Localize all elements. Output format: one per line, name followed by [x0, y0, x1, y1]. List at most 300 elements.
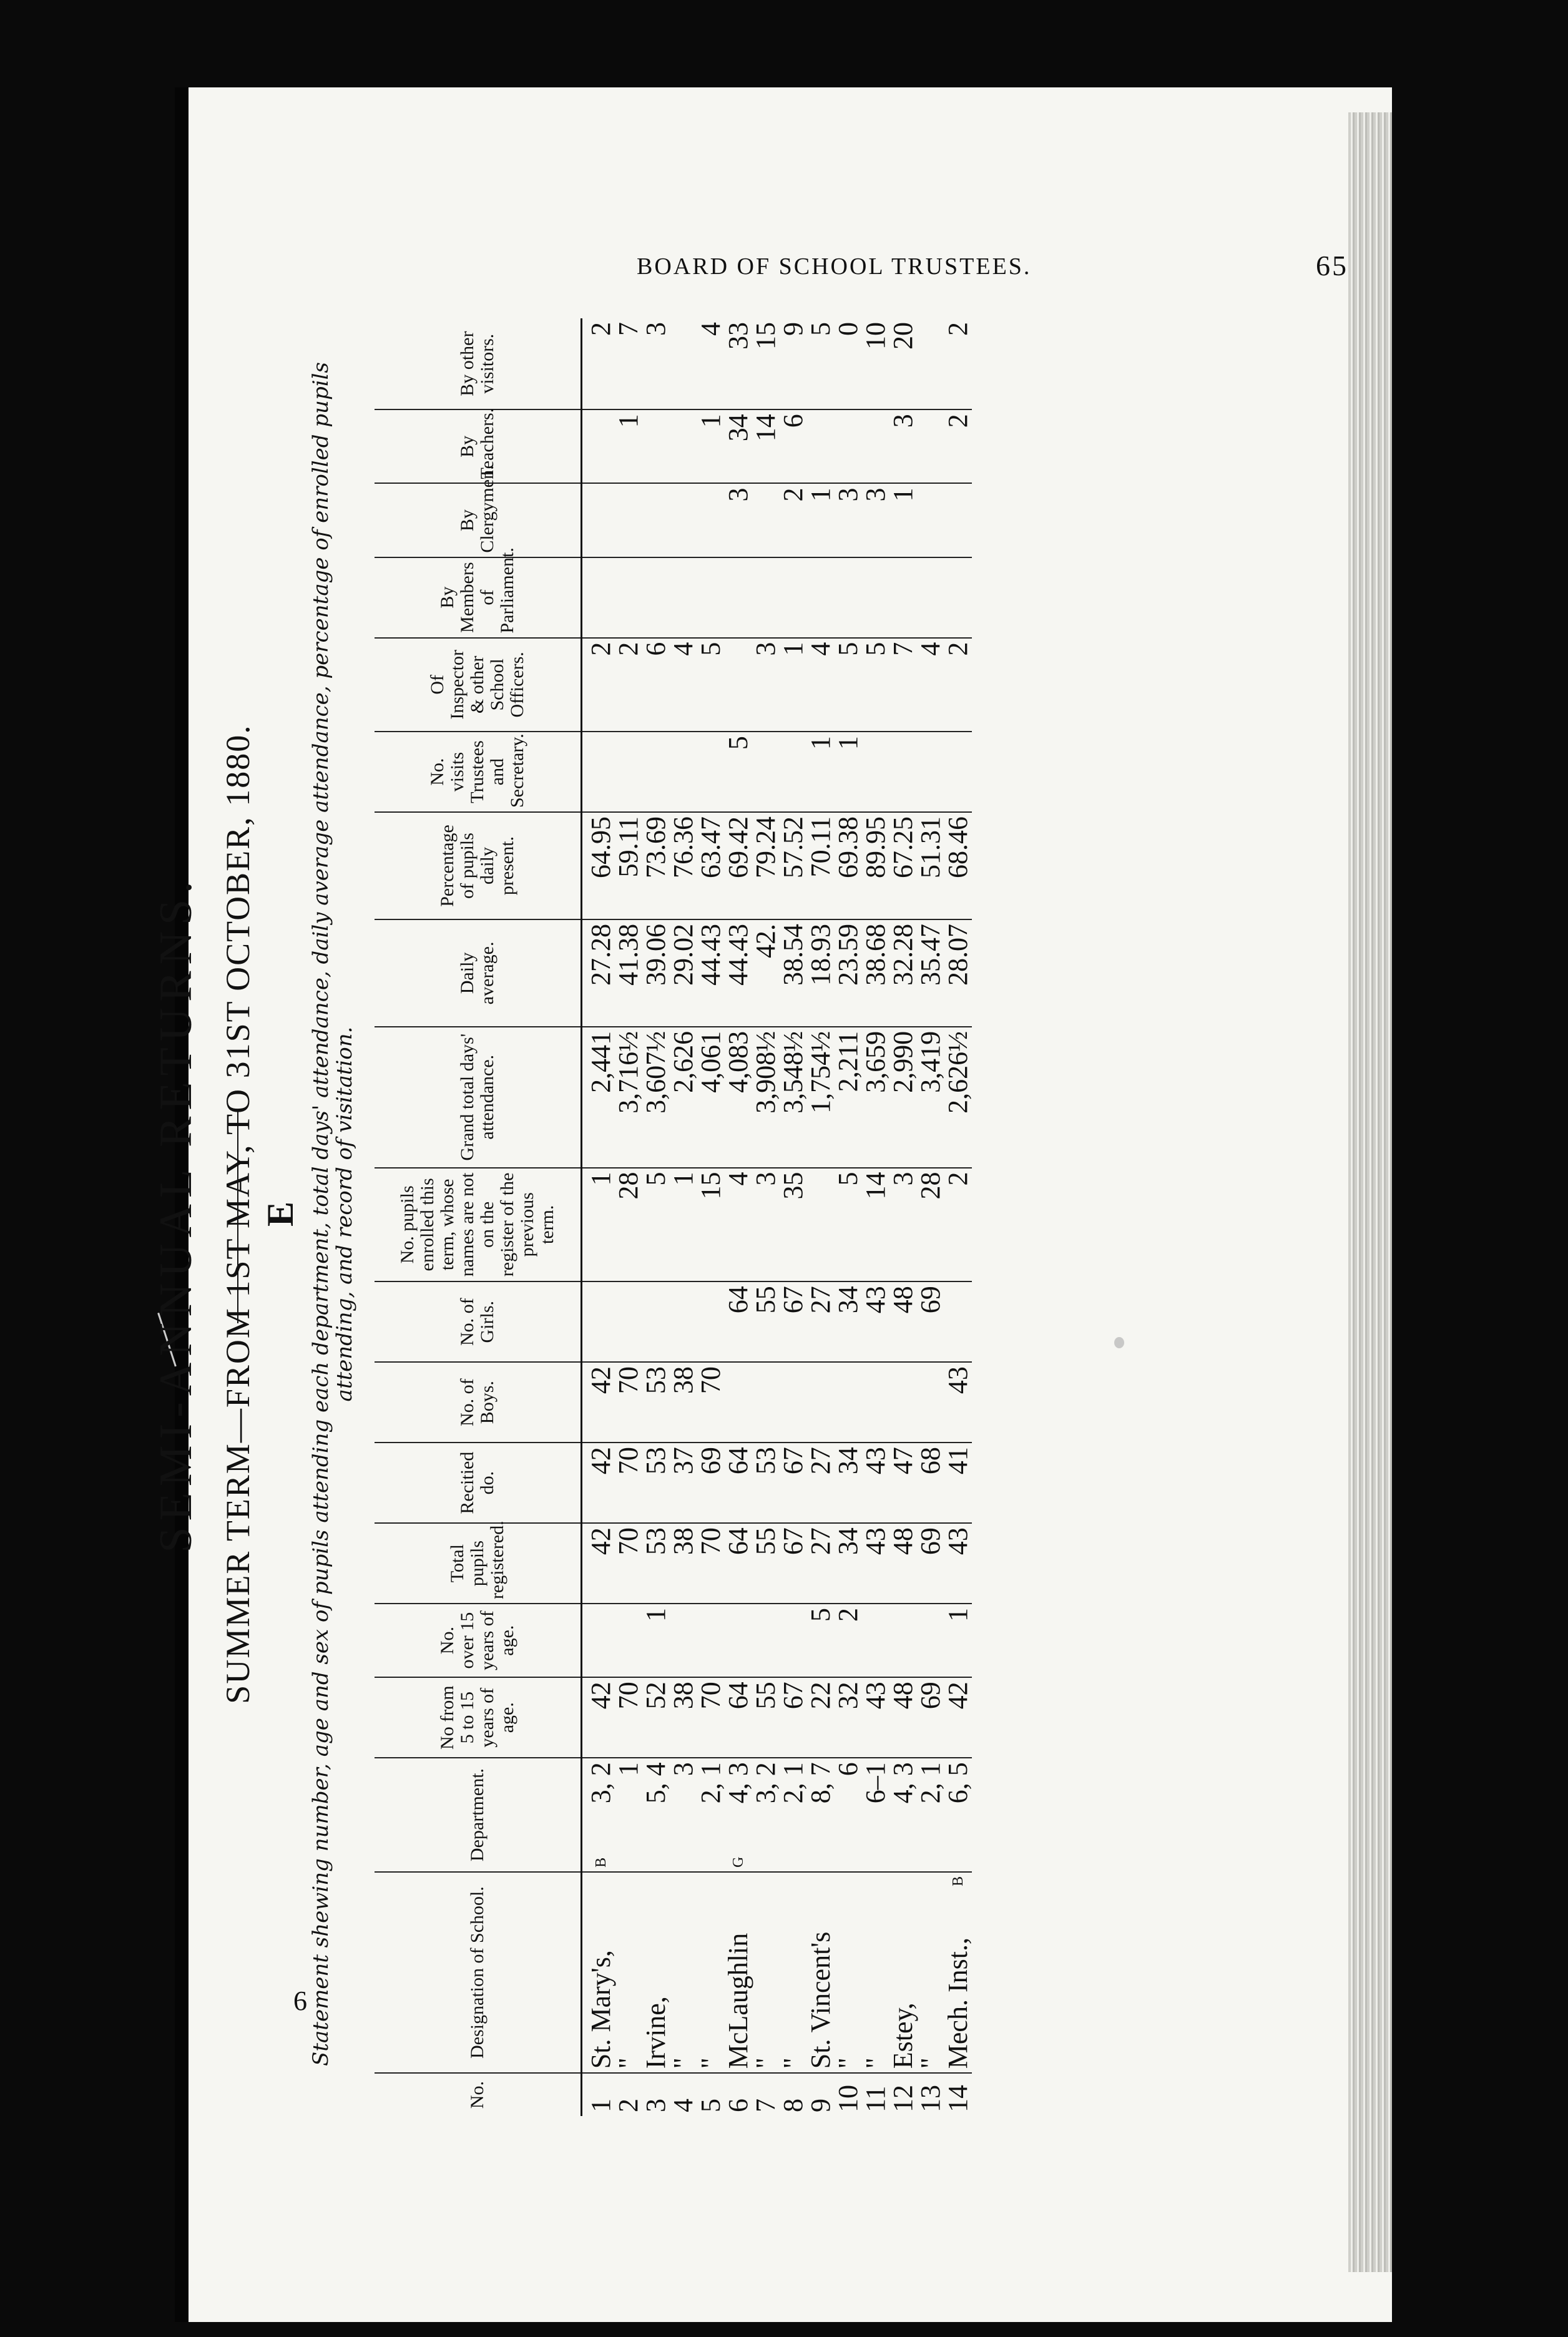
cell-dept [835, 1758, 862, 1872]
cell-value: 53 [640, 1527, 671, 1556]
cell-value: 44.43 [723, 923, 753, 986]
cell-pct [917, 812, 944, 919]
cell-teachers [615, 409, 642, 483]
cell-days [835, 1027, 862, 1168]
cell-value: 6 [723, 2099, 753, 2112]
cell-new [944, 1168, 972, 1282]
table-row [807, 318, 835, 2116]
cell-value: 0 [833, 322, 863, 336]
cell-over-15 [862, 1604, 889, 1677]
cell-no [944, 2073, 972, 2116]
cell-total [670, 1523, 697, 1604]
cell-value: 5 [860, 642, 891, 656]
cell-value: 13 [915, 2085, 946, 2112]
cell-value: 3,716½ [613, 1031, 644, 1114]
cell-others [889, 318, 917, 409]
cell-value: 2,990 [888, 1031, 918, 1093]
cell-value: 27.28 [586, 923, 616, 986]
cell-new [835, 1168, 862, 1282]
cell-boys [752, 1362, 780, 1443]
cell-boys [780, 1362, 807, 1443]
cell-age-5-15 [862, 1677, 889, 1758]
cell-value: 8, 7 [805, 1762, 836, 1804]
cell-dept [889, 1758, 917, 1872]
cell-girls [944, 1281, 972, 1362]
cell-school [944, 1872, 972, 2073]
cell-mp [582, 557, 615, 638]
cell-dept [807, 1758, 835, 1872]
cell-new [807, 1168, 835, 1282]
cell-value: 15 [695, 1172, 726, 1200]
table-row [889, 318, 917, 2116]
cell-pct [807, 812, 835, 919]
cell-value: 10 [833, 2085, 863, 2112]
cell-boys [835, 1362, 862, 1443]
cell-value: 2 [943, 1172, 973, 1186]
cell-no [752, 2073, 780, 2116]
cell-value: 55 [750, 1682, 781, 1710]
cell-boys [670, 1362, 697, 1443]
cell-clergy [670, 483, 697, 557]
cell-inspector [752, 638, 780, 732]
cell-value: 3 [833, 487, 863, 502]
cell-clergy [697, 483, 725, 557]
cell-value: 2 [943, 322, 973, 336]
statement-note: Statement shewing number, age and sex of pupils attending each department, total days' attendance, daily average attendance, percentage of enrolled pupils attending, and record of visitation. [308, 362, 357, 2066]
cell-trustees [615, 732, 642, 812]
cell-value: 42 [586, 1366, 616, 1394]
table-row [752, 318, 780, 2116]
cell-new [697, 1168, 725, 1282]
cell-school [725, 1872, 752, 2073]
column-header: By Clergymen. [375, 483, 582, 557]
cell-recitied [642, 1443, 670, 1523]
cell-value: 6 [778, 414, 808, 428]
cell-value: 48 [888, 1286, 918, 1314]
cell-value: 5 [805, 1608, 836, 1622]
cell-value: 64.95 [586, 816, 616, 879]
cell-value: 3,607½ [640, 1031, 671, 1114]
cell-value: 42 [586, 1447, 616, 1475]
cell-others [835, 318, 862, 409]
cell-value: 3 [888, 1172, 918, 1186]
cell-value: 57.52 [778, 816, 808, 879]
cell-teachers [944, 409, 972, 483]
cell-no [582, 2073, 615, 2116]
column-header: Designation of School. [375, 1872, 582, 2073]
table-row [862, 318, 889, 2116]
cell-boys [642, 1362, 670, 1443]
folio: 6 [293, 1986, 307, 2016]
column-header: No. pupils enrolled this term, whose names are not on the register of the previous term. [375, 1168, 582, 1282]
cell-value: 1 [805, 487, 836, 502]
cell-value: 38 [668, 1527, 698, 1556]
cell-value: 67 [778, 1447, 808, 1475]
cell-over-15 [917, 1604, 944, 1677]
cell-value: 2 [613, 2099, 644, 2112]
cell-value: McLaughlin [723, 1933, 753, 2069]
cell-value: 28 [613, 1172, 644, 1200]
cell-clergy [807, 483, 835, 557]
cell-school [615, 1872, 642, 2073]
cell-value: 3,908½ [750, 1031, 781, 1114]
cell-total [944, 1523, 972, 1604]
cell-value: 3 [640, 322, 671, 336]
cell-dept [670, 1758, 697, 1872]
cell-over-15 [670, 1604, 697, 1677]
cell-teachers [807, 409, 835, 483]
cell-no [642, 2073, 670, 2116]
cell-clergy [889, 483, 917, 557]
cell-value: 69.42 [723, 816, 753, 879]
cell-inspector [944, 638, 972, 732]
cell-girls [835, 1281, 862, 1362]
cell-avg [944, 919, 972, 1027]
cell-value: 43 [860, 1682, 891, 1710]
school-tag: B [950, 1876, 966, 1886]
cell-value: 27 [805, 1286, 836, 1314]
cell-teachers [697, 409, 725, 483]
cell-value: 2, 1 [915, 1762, 946, 1804]
cell-mp [642, 557, 670, 638]
cell-pct [725, 812, 752, 919]
cell-recitied [697, 1443, 725, 1523]
cell-value: 2, 1 [778, 1762, 808, 1804]
cell-inspector [780, 638, 807, 732]
cell-trustees [697, 732, 725, 812]
cell-value: 43 [860, 1527, 891, 1556]
cell-value: 63.47 [695, 816, 726, 879]
cell-value: 34 [833, 1447, 863, 1475]
column-header: By Members of Parliament. [375, 557, 582, 638]
cell-teachers [780, 409, 807, 483]
cell-value: 14 [860, 1172, 891, 1200]
cell-others [615, 318, 642, 409]
cell-total [697, 1523, 725, 1604]
column-header: No. visits Trustees and Secretary. [375, 732, 582, 812]
cell-school [752, 1872, 780, 2073]
cell-girls [780, 1281, 807, 1362]
cell-value: 38.68 [860, 923, 891, 986]
cell-avg [835, 919, 862, 1027]
cell-age-5-15 [670, 1677, 697, 1758]
cell-recitied [917, 1443, 944, 1523]
column-header: No. of Boys. [375, 1362, 582, 1443]
cell-value: 11 [860, 2085, 891, 2112]
cell-mp [752, 557, 780, 638]
cell-trustees [917, 732, 944, 812]
cell-days [780, 1027, 807, 1168]
cell-pct [615, 812, 642, 919]
cell-value: St. Mary's, [586, 1950, 616, 2069]
cell-inspector [835, 638, 862, 732]
cell-days [725, 1027, 752, 1168]
cell-trustees [642, 732, 670, 812]
cell-value: 4,061 [695, 1031, 726, 1093]
cell-value: 27 [805, 1447, 836, 1475]
cell-value: 42 [943, 1682, 973, 1710]
cell-value: 4,083 [723, 1031, 753, 1093]
cell-avg [725, 919, 752, 1027]
cell-inspector [917, 638, 944, 732]
cell-value: 67 [778, 1527, 808, 1556]
rotated-content [150, 312, 1161, 2116]
table-row [670, 318, 697, 2116]
cell-days [889, 1027, 917, 1168]
cell-age-5-15 [725, 1677, 752, 1758]
cell-inspector [697, 638, 725, 732]
cell-trustees [752, 732, 780, 812]
cell-girls [917, 1281, 944, 1362]
cell-recitied [862, 1443, 889, 1523]
cell-value: 3 [723, 487, 753, 502]
cell-recitied [780, 1443, 807, 1523]
cell-new [725, 1168, 752, 1282]
cell-value: 69.38 [833, 816, 863, 879]
cell-value: 28.07 [943, 923, 973, 986]
cell-value: 1 [668, 1172, 698, 1186]
cell-boys [807, 1362, 835, 1443]
cell-dept [752, 1758, 780, 1872]
cell-value: 70 [613, 1366, 644, 1394]
cell-teachers [752, 409, 780, 483]
cell-value: 42 [586, 1527, 616, 1556]
cell-value: " [860, 2057, 891, 2069]
cell-girls [615, 1281, 642, 1362]
cell-value: 53 [640, 1447, 671, 1475]
page-number: 65 [1316, 250, 1348, 282]
cell-value: 1 [586, 1172, 616, 1186]
cell-value: " [695, 2057, 726, 2069]
cell-value: 3 [888, 414, 918, 428]
cell-value: 1,754½ [805, 1031, 836, 1114]
cell-avg [780, 919, 807, 1027]
table-row [917, 318, 944, 2116]
cell-age-5-15 [642, 1677, 670, 1758]
cell-value: 2 [613, 642, 644, 656]
cell-value: 70 [613, 1447, 644, 1475]
table-row [725, 318, 752, 2116]
cell-value: 34 [833, 1527, 863, 1556]
column-header: By Teachers. [375, 409, 582, 483]
cell-age-5-15 [889, 1677, 917, 1758]
cell-value: 35.47 [915, 923, 946, 986]
cell-total [862, 1523, 889, 1604]
cell-dept [944, 1758, 972, 1872]
cell-total [642, 1523, 670, 1604]
cell-value: 3,419 [915, 1031, 946, 1093]
cell-value: 64 [723, 1447, 753, 1475]
cell-clergy [835, 483, 862, 557]
column-header: Grand total days' attendance. [375, 1027, 582, 1168]
cell-value: 1 [613, 1762, 644, 1776]
cell-value: 1 [586, 2099, 616, 2112]
ink-stain [1114, 1337, 1124, 1348]
cell-age-5-15 [697, 1677, 725, 1758]
cell-mp [697, 557, 725, 638]
cell-avg [642, 919, 670, 1027]
cell-value: Mech. Inst., [943, 1938, 973, 2069]
cell-trustees [944, 732, 972, 812]
cell-value: 14 [750, 414, 781, 442]
cell-value: 35 [778, 1172, 808, 1200]
cell-value: 2,441 [586, 1031, 616, 1093]
cell-school [889, 1872, 917, 2073]
cell-age-5-15 [835, 1677, 862, 1758]
cell-value: 37 [668, 1447, 698, 1475]
cell-value: 70 [695, 1527, 726, 1556]
cell-value: 89.95 [860, 816, 891, 879]
cell-over-15 [615, 1604, 642, 1677]
cell-age-5-15 [780, 1677, 807, 1758]
cell-new [862, 1168, 889, 1282]
cell-value: 70 [613, 1682, 644, 1710]
cell-new [615, 1168, 642, 1282]
cell-recitied [889, 1443, 917, 1523]
cell-days [917, 1027, 944, 1168]
cell-total [615, 1523, 642, 1604]
cell-pct [670, 812, 697, 919]
cell-new [917, 1168, 944, 1282]
cell-girls [889, 1281, 917, 1362]
cell-avg [752, 919, 780, 1027]
cell-school [862, 1872, 889, 2073]
table-row [642, 318, 670, 2116]
cell-value: 34 [833, 1286, 863, 1314]
table-row [835, 318, 862, 2116]
cell-value: 7 [613, 322, 644, 336]
cell-teachers [862, 409, 889, 483]
cell-value: 6 [640, 642, 671, 656]
cell-value: 3,548½ [778, 1031, 808, 1114]
cell-teachers [670, 409, 697, 483]
cell-age-5-15 [917, 1677, 944, 1758]
cell-trustees [807, 732, 835, 812]
cell-girls [582, 1281, 615, 1362]
cell-mp [917, 557, 944, 638]
cell-school [917, 1872, 944, 2073]
cell-over-15 [725, 1604, 752, 1677]
cell-value: 69 [915, 1527, 946, 1556]
cell-recitied [807, 1443, 835, 1523]
cell-boys [615, 1362, 642, 1443]
cell-boys [889, 1362, 917, 1443]
cell-total [917, 1523, 944, 1604]
cell-value: 5 [695, 642, 726, 656]
cell-value: 67 [778, 1682, 808, 1710]
cell-others [944, 318, 972, 409]
cell-total [807, 1523, 835, 1604]
cell-boys [917, 1362, 944, 1443]
cell-inspector [642, 638, 670, 732]
cell-value: 67.25 [888, 816, 918, 879]
cell-value: 33 [723, 322, 753, 350]
cell-dept [780, 1758, 807, 1872]
cell-dept [642, 1758, 670, 1872]
cell-total [582, 1523, 615, 1604]
cell-inspector [807, 638, 835, 732]
cell-boys [582, 1362, 615, 1443]
cell-mp [944, 557, 972, 638]
cell-value: 53 [640, 1366, 671, 1394]
cell-days [670, 1027, 697, 1168]
cell-clergy [615, 483, 642, 557]
cell-teachers [582, 409, 615, 483]
cell-clergy [582, 483, 615, 557]
cell-clergy [917, 483, 944, 557]
cell-value: 1 [833, 736, 863, 750]
cell-value: 4 [723, 1172, 753, 1186]
cell-age-5-15 [752, 1677, 780, 1758]
cell-boys [944, 1362, 972, 1443]
cell-value: 18.93 [805, 923, 836, 986]
cell-value: 38.54 [778, 923, 808, 986]
cell-value: 1 [640, 1608, 671, 1622]
cell-value: 70 [695, 1682, 726, 1710]
cell-clergy [780, 483, 807, 557]
cell-over-15 [642, 1604, 670, 1677]
cell-teachers [642, 409, 670, 483]
cell-value: 9 [778, 322, 808, 336]
cell-days [697, 1027, 725, 1168]
cell-value: 44.43 [695, 923, 726, 986]
cell-others [807, 318, 835, 409]
page-subtitle: SUMMER TERM—FROM 1ST MAY, TO 31ST OCTOBER, 1880. [219, 724, 257, 1704]
cell-value: 32 [833, 1682, 863, 1710]
cell-others [780, 318, 807, 409]
cell-value: 3 [750, 1172, 781, 1186]
cell-dept [862, 1758, 889, 1872]
cell-pct [582, 812, 615, 919]
cell-avg [917, 919, 944, 1027]
cell-age-5-15 [615, 1677, 642, 1758]
cell-no [862, 2073, 889, 2116]
column-header: No from 5 to 15 years of age. [375, 1677, 582, 1758]
cell-no [889, 2073, 917, 2116]
cell-value: 27 [805, 1527, 836, 1556]
cell-pct [835, 812, 862, 919]
cell-pct [697, 812, 725, 919]
cell-value: 39.06 [640, 923, 671, 986]
cell-inspector [862, 638, 889, 732]
column-header: No. of Girls. [375, 1281, 582, 1362]
cell-value: 70 [695, 1366, 726, 1394]
cell-others [697, 318, 725, 409]
table-row [780, 318, 807, 2116]
cell-value: 15 [750, 322, 781, 350]
cell-trustees [582, 732, 615, 812]
cell-value: 1 [888, 487, 918, 502]
cell-dept [615, 1758, 642, 1872]
cell-total [780, 1523, 807, 1604]
cell-value: 41.38 [613, 923, 644, 986]
cell-dept [582, 1758, 615, 1872]
cell-over-15 [780, 1604, 807, 1677]
cell-value: 69 [915, 1682, 946, 1710]
cell-recitied [944, 1443, 972, 1523]
table-header-row [375, 318, 582, 2116]
cell-value: " [778, 2057, 808, 2069]
cell-pct [752, 812, 780, 919]
cell-value: 41 [943, 1447, 973, 1475]
cell-days [615, 1027, 642, 1168]
cell-value: 3 [860, 487, 891, 502]
cell-inspector [670, 638, 697, 732]
cell-value: 1 [778, 642, 808, 656]
cell-value: 73.69 [640, 816, 671, 879]
cell-value: 6–1 [860, 1762, 891, 1804]
cell-value: 20 [888, 322, 918, 350]
